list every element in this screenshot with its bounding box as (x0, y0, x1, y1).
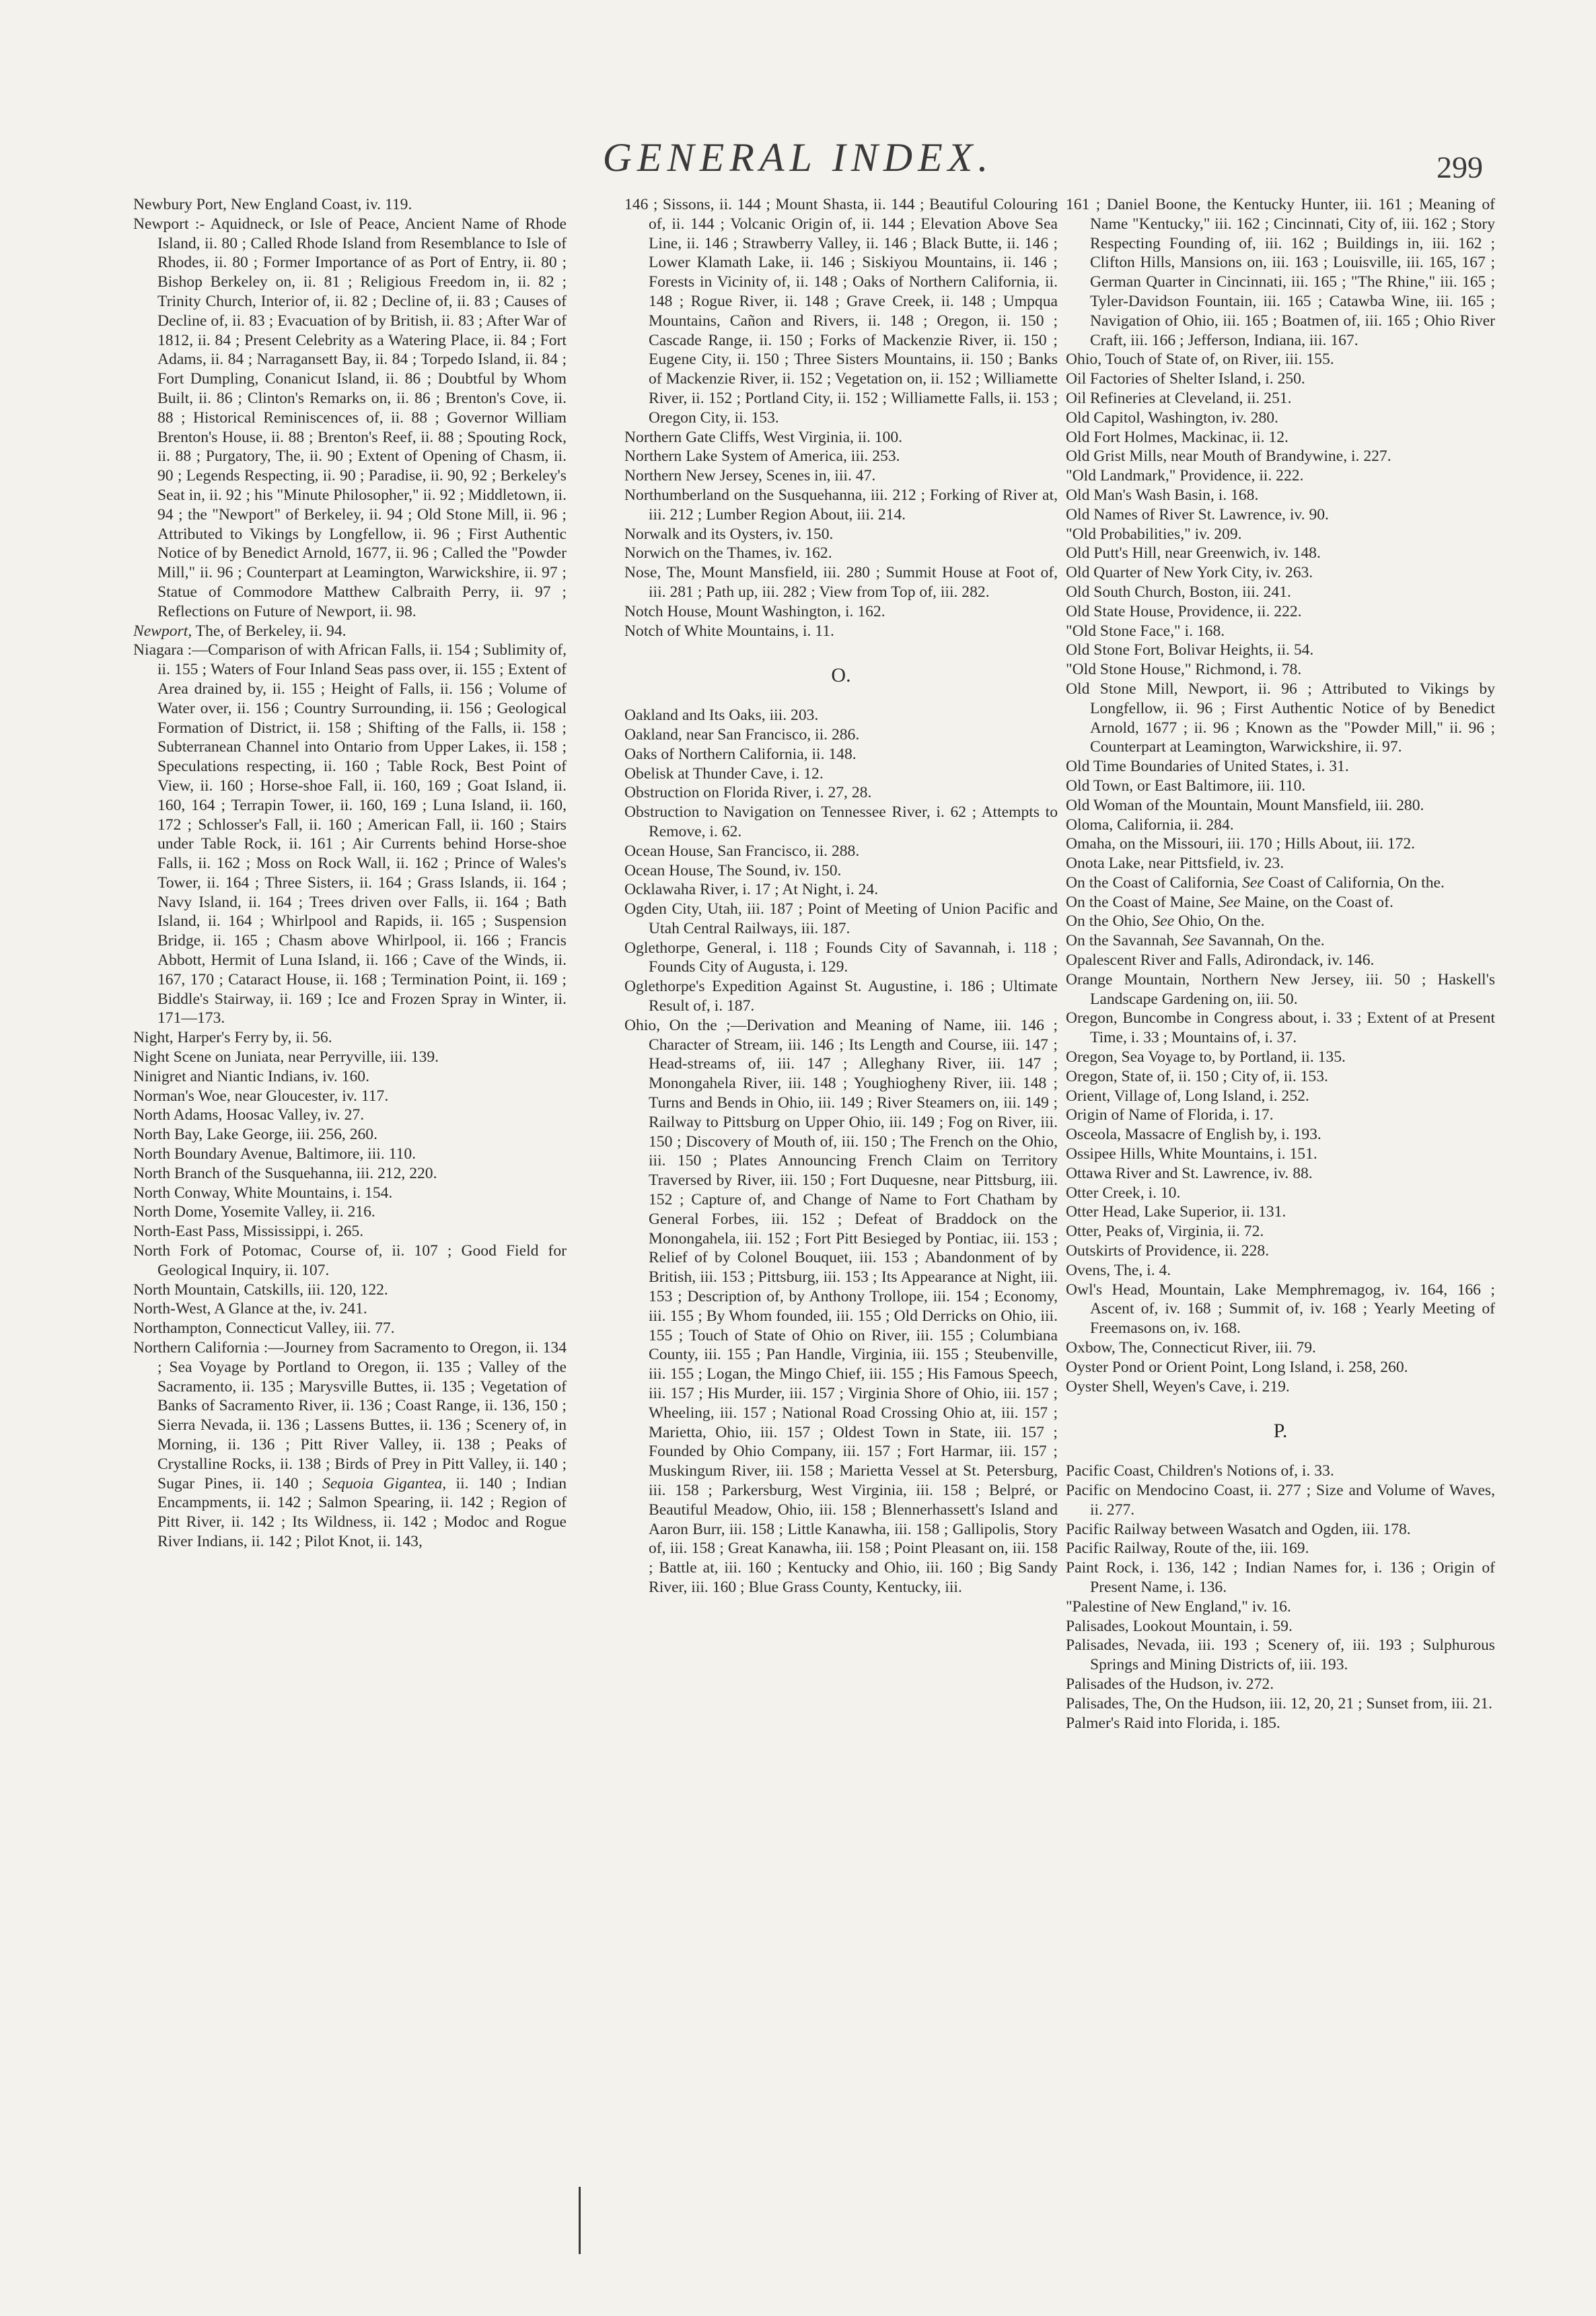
index-entry (1066, 350, 1495, 369)
index-entry-text: Oakland, near San Francisco, ii. 286. (624, 725, 860, 744)
index-entry (624, 544, 1058, 563)
index-entry-text: Old Town, or East Baltimore, iii. 110. (1066, 776, 1306, 795)
index-entry-text: Ohio, On the. (1174, 912, 1265, 931)
index-entry-text: Old Capitol, Washington, iv. 280. (1066, 408, 1278, 427)
index-entry (1066, 1048, 1495, 1067)
index-entry-text: Oregon, Sea Voyage to, by Portland, ii. 135. (1066, 1048, 1346, 1066)
index-entry-text: North-East Pass, Mississippi, i. 265. (133, 1223, 364, 1241)
index-entry-text: Northumberland on the Susquehanna, iii. 212 ; Forking of River at, iii. 212 ; Lumber Region About, iii. 214. (624, 486, 1058, 523)
index-entry-text: On the Savannah, (1066, 932, 1182, 950)
index-entry (1066, 1184, 1495, 1203)
index-entry-text: Notch House, Mount Washington, i. 162. (624, 602, 885, 620)
index-entry-text: Northern New Jersey, Scenes in, iii. 47. (624, 467, 876, 485)
index-entry (624, 602, 1058, 622)
index-entry (1066, 1164, 1495, 1184)
index-entry-text: Obelisk at Thunder Cave, i. 12. (624, 764, 824, 783)
index-entry-text: Old Man's Wash Basin, i. 168. (1066, 486, 1259, 504)
index-entry (133, 1145, 567, 1164)
index-entry-text: "Old Landmark," Providence, ii. 222. (1066, 467, 1304, 485)
index-entry (624, 900, 1058, 939)
index-entry (1066, 1202, 1495, 1222)
index-entry-text: Maine, on the Coast of. (1240, 893, 1393, 911)
index-entry (133, 1184, 567, 1203)
index-entry-text: North Bay, Lake George, iii. 256, 260. (133, 1126, 378, 1144)
index-entry (1066, 195, 1495, 350)
index-entry-text: ii. 140 ; Indian Encampments, ii. 142 ; Salmon Spearing, ii. 142 ; Region of Pitt River, ii. 142 ; Its Wildness, ii. 142 ; Modoc and Rogue River Indians, ii. 142 ; Pilot Knot, ii. 143, (157, 1474, 567, 1550)
index-entry-text: Savannah, On the. (1204, 932, 1325, 950)
index-entry-text: Newbury Port, New England Coast, iv. 119. (133, 196, 412, 213)
index-entry (624, 783, 1058, 803)
index-entry (1066, 951, 1495, 970)
index-entry-text: Otter Creek, i. 10. (1066, 1184, 1181, 1202)
index-entry-text: North Conway, White Mountains, i. 154. (133, 1184, 393, 1202)
index-entry-text: Otter, Peaks of, Virginia, ii. 72. (1066, 1223, 1264, 1241)
index-entry-text: Opalescent River and Falls, Adirondack, iv. 146. (1066, 951, 1375, 970)
index-column-1 (133, 195, 567, 1552)
index-entry-italic: See (1182, 932, 1204, 950)
index-entry (1066, 486, 1495, 505)
index-entry-text: Pacific Coast, Children's Notions of, i. 33. (1066, 1462, 1334, 1480)
index-entry (624, 466, 1058, 486)
index-entry (624, 195, 1058, 428)
index-entry-text: Oil Factories of Shelter Island, i. 250. (1066, 370, 1305, 388)
index-entry-text: Coast of California, On the. (1264, 873, 1445, 892)
index-entry-text: On the Ohio, (1066, 912, 1153, 931)
index-entry-text: Oyster Pond or Orient Point, Long Island, i. 258, 260. (1066, 1358, 1408, 1376)
index-entry (1066, 583, 1495, 602)
index-entry-italic: Newport, (133, 622, 192, 640)
index-entry-text: "Palestine of New England," iv. 16. (1066, 1597, 1291, 1616)
index-entry (1066, 447, 1495, 466)
index-entry-text: Oglethorpe, General, i. 118 ; Founds City of Savannah, i. 118 ; Founds City of Augusta, i. 129. (624, 939, 1058, 976)
index-entry-text: Ohio, Touch of State of, on River, iii. 155. (1066, 351, 1334, 369)
index-entry (1066, 602, 1495, 622)
index-entry (624, 525, 1058, 544)
index-entry (1066, 641, 1495, 660)
index-entry (1066, 369, 1495, 389)
index-entry-text: Ocklawaha River, i. 17 ; At Night, i. 24. (624, 881, 879, 899)
index-entry (1066, 1636, 1495, 1675)
index-entry-text: Palisades, Nevada, iii. 193 ; Scenery of, iii. 193 ; Sulphurous Springs and Mining Districts of, iii. 193. (1066, 1636, 1495, 1674)
index-entry-text: Orange Mountain, Northern New Jersey, iii. 50 ; Haskell's Landscape Gardening on, iii. 50. (1066, 970, 1495, 1008)
index-entry-text: Oxbow, The, Connecticut River, iii. 79. (1066, 1339, 1316, 1357)
index-entry (624, 880, 1058, 900)
index-entry-text: Pacific on Mendocino Coast, ii. 277 ; Size and Volume of Waves, ii. 277. (1066, 1482, 1495, 1519)
index-entry-text: On the Coast of California, (1066, 873, 1243, 892)
index-entry-text: North-West, A Glance at the, iv. 241. (133, 1300, 367, 1318)
index-entry-text: 146 ; Sissons, ii. 144 ; Mount Shasta, ii. 144 ; Beautiful Colouring of, ii. 144 ; Volcanic Origin of, ii. 144 ; Elevation Above Sea Line, ii. 146 ; Strawberry Valley, ii. 146 ; Black Butte, ii. 146 ; Lower Klamath Lake, ii. 146 ; Siskiyou Mountains, ii. 146 ; Forests in Vicinity of, ii. 148 ; Oaks of Northern California, ii. 148 ; Rogue River, ii. 148 ; Grave Creek, ii. 148 ; Umpqua Mountains, Cañon and Rivers, ii. 148 ; Oregon, ii. 150 ; Cascade Range, ii. 150 ; Forks of Mackenzie River, ii. 150 ; Eugene City, ii. 150 ; Three Sisters Mountains, ii. 150 ; Banks of Mackenzie River, ii. 152 ; Vegetation on, ii. 152 ; Williamette River, ii. 152 ; Portland City, ii. 152 ; Williamette Falls, ii. 153 ; Oregon City, ii. 153. (624, 196, 1058, 427)
index-entry (133, 1222, 567, 1241)
index-entry-text: Norwich on the Thames, iv. 162. (624, 544, 832, 563)
index-entry (1066, 1558, 1495, 1597)
index-entry-text: Ocean House, The Sound, iv. 150. (624, 861, 842, 879)
index-entry (624, 803, 1058, 842)
index-entry (1066, 1241, 1495, 1261)
index-entry-text: Ninigret and Niantic Indians, iv. 160. (133, 1067, 369, 1085)
index-entry-text: Oakland and Its Oaks, iii. 203. (624, 707, 819, 725)
index-column-2 (624, 195, 1058, 1597)
index-entry-text: "Old Probabilities," iv. 209. (1066, 525, 1242, 543)
index-entry-text: Oil Refineries at Cleveland, ii. 251. (1066, 389, 1292, 407)
index-entry (1066, 1377, 1495, 1397)
index-entry (1066, 970, 1495, 1009)
index-entry-text: Ossipee Hills, White Mountains, i. 151. (1066, 1145, 1317, 1163)
index-entry (1066, 505, 1495, 525)
index-entry (1066, 1261, 1495, 1280)
index-entry-text: Outskirts of Providence, ii. 228. (1066, 1242, 1270, 1260)
index-entry-text: Old Time Boundaries of United States, i. 31. (1066, 758, 1349, 776)
index-entry (1066, 1481, 1495, 1520)
index-entry (1066, 1675, 1495, 1694)
index-letter-heading: O. (831, 664, 851, 687)
index-entry-text: Old Stone Mill, Newport, ii. 96 ; Attributed to Vikings by Longfellow, ii. 96 ; First Authentic Notice of by Benedict Arnold, 1677 ; ii. 96 ; Known as the "Powder Mill," ii. 96 ; Counterpart at Leamington, Warwickshire, ii. 97. (1066, 680, 1495, 756)
index-entry-italic: Sequoia Gigantea, (322, 1474, 447, 1492)
index-entry-text: Oaks of Northern California, ii. 148. (624, 745, 857, 763)
index-entry-text: Pacific Railway, Route of the, iii. 169. (1066, 1540, 1309, 1558)
index-entry (624, 939, 1058, 978)
index-entry-text: Osceola, Massacre of English by, i. 193. (1066, 1126, 1321, 1144)
index-entry (1066, 428, 1495, 447)
index-entry-text: Norman's Woe, near Gloucester, iv. 117. (133, 1087, 389, 1105)
index-entry (624, 725, 1058, 745)
index-entry-text: North Branch of the Susquehanna, iii. 212, 220. (133, 1164, 437, 1182)
index-entry (1066, 1358, 1495, 1377)
index-entry (1066, 466, 1495, 486)
index-entry-text: Obstruction on Florida River, i. 27, 28. (624, 784, 872, 802)
index-entry-text: Old South Church, Boston, iii. 241. (1066, 583, 1291, 601)
index-entry (624, 563, 1058, 602)
index-entry-text: Oregon, State of, ii. 150 ; City of, ii. 153. (1066, 1067, 1328, 1085)
index-entry-text: Old Names of River St. Lawrence, iv. 90. (1066, 505, 1329, 523)
index-entry (1066, 544, 1495, 563)
index-entry-text: Niagara :—Comparison of with African Falls, ii. 154 ; Sublimity of, ii. 155 ; Waters of Four Inland Seas pass over, ii. 155 ; Extent of Area drained by, ii. 155 ; Height of Falls, ii. 156 ; Volume of Water over, ii. 156 ; Country Surrounding, ii. 156 ; Geological Formation of District, ii. 158 ; Shifting of the Falls, ii. 158 ; Subterranean Channel into Ontario from Upper Lakes, ii. 158 ; Speculations respecting, ii. 160 ; Table Rock, Best Point of View, ii. 160 ; Horse-shoe Fall, ii. 160, 169 ; Goat Island, ii. 160, 164 ; Terrapin Tower, ii. 160, 169 ; Luna Island, ii. 160, 172 ; Schlosser's Fall, ii. 160 ; American Fall, ii. 160 ; Stairs under Table Rock, ii. 161 ; Air Currents behind Horse-shoe Falls, ii. 162 ; Moss on Rock Wall, ii. 162 ; Prince of Wales's Tower, ii. 164 ; Three Sisters, ii. 164 ; Grass Islands, ii. 164 ; Navy Island, ii. 164 ; Trees driven over Falls, ii. 164 ; Bath Island, ii. 164 ; Whirlpool and Rapids, ii. 165 ; Suspension Bridge, ii. 165 ; Chasm above Whirlpool, ii. 166 ; Francis Abbott, Hermit of Luna Island, ii. 166 ; Cave of the Winds, ii. 167, 170 ; Cataract House, ii. 168 ; Termination Point, ii. 169 ; Biddle's Stairway, ii. 169 ; Ice and Frozen Spray in Winter, ii. 171—173. (133, 641, 567, 1027)
index-entry (1066, 563, 1495, 583)
index-entry-italic: See (1218, 893, 1241, 911)
index-entry (1066, 1597, 1495, 1617)
index-entry (133, 1087, 567, 1106)
index-entry-text: Owl's Head, Mountain, Lake Memphremagog, iv. 164, 166 ; Ascent of, iv. 168 ; Summit of, iv. 168 ; Yearly Meeting of Freemasons on, iv. 168. (1066, 1280, 1495, 1338)
index-entry (1066, 1222, 1495, 1241)
index-entry (1066, 1461, 1495, 1481)
index-entry-text: "Old Stone Face," i. 168. (1066, 622, 1225, 640)
page-number: 299 (1437, 150, 1483, 184)
index-entry (624, 745, 1058, 764)
index-entry-text: Night Scene on Juniata, near Perryville, iii. 139. (133, 1048, 439, 1066)
index-entry (624, 861, 1058, 881)
index-entry-text: Oglethorpe's Expedition Against St. Augustine, i. 186 ; Ultimate Result of, i. 187. (624, 978, 1058, 1015)
index-entry-text: Ocean House, San Francisco, ii. 288. (624, 842, 860, 860)
index-entry-text: Old Woman of the Mountain, Mount Mansfield, iii. 280. (1066, 796, 1424, 814)
index-entry (1066, 1009, 1495, 1048)
index-entry-text: Palisades, The, On the Hudson, iii. 12, 20, 21 ; Sunset from, iii. 21. (1066, 1694, 1492, 1712)
index-entry-text: Palisades of the Hudson, iv. 272. (1066, 1675, 1274, 1693)
index-entry-text: Paint Rock, i. 136, 142 ; Indian Names for, i. 136 ; Origin of Present Name, i. 136. (1066, 1559, 1495, 1596)
index-entry (1066, 389, 1495, 408)
index-entry (133, 1125, 567, 1145)
index-entry (1066, 796, 1495, 816)
index-entry-text: Palmer's Raid into Florida, i. 185. (1066, 1714, 1280, 1732)
index-entry (1066, 893, 1495, 912)
index-column-3 (1066, 195, 1495, 1733)
index-entry-text: Ohio, On the ;—Derivation and Meaning of Name, iii. 146 ; Character of Stream, iii. 146 ; Its Length and Course, iii. 147 ; Head-streams of, iii. 147 ; Alleghany River, iii. 147 ; Monongahela River, iii. 148 ; Youghiogheny River, iii. 148 ; Turns and Bends in Ohio, iii. 149 ; River Steamers on, iii. 149 ; Railway to Pittsburg on Upper Ohio, iii. 149 ; Fog on River, iii. 150 ; Discovery of Mouth of, iii. 150 ; The French on the Ohio, iii. 150 ; Plates Announcing French Claim on Territory Traversed by River, iii. 150 ; Fort Duquesne, near Pittsburg, iii. 152 ; Capture of, and Change of Name to Fort Chatham by General Forbes, iii. 152 ; Defeat of Braddock on the Monongahela, iii. 152 ; Fort Pitt Besieged by Pontiac, iii. 153 ; Relief of by Colonel Bouquet, iii. 153 ; Abandonment of by British, iii. 153 ; Pittsburg, iii. 153 ; Its Appearance at Night, iii. 153 ; Description of, by Anthony Trollope, iii. 154 ; Economy, iii. 155 ; By Whom founded, iii. 155 ; Old Derricks on Ohio, iii. 155 ; Touch of State of Ohio on River, iii. 155 ; Columbiana County, iii. 155 ; Pan Handle, Virginia, iii. 155 ; Steubenville, iii. 155 ; Logan, the Mingo Chief, iii. 155 ; His Famous Speech, iii. 157 ; His Murder, iii. 157 ; Virginia Shore of Ohio, iii. 157 ; Wheeling, iii. 157 ; National Road Crossing Ohio at, iii. 157 ; Marietta, Ohio, iii. 157 ; Oldest Town in State, iii. 157 ; Founded by Ohio Company, iii. 157 ; Fort Harmar, iii. 157 ; Muskingum River, iii. 158 ; Marietta Vessel at St. Petersburg, iii. 158 ; Parkersburg, West Virginia, iii. 158 ; Belpré, or Beautiful Meadow, Ohio, iii. 158 ; Blennerhassett's Island and Aaron Burr, iii. 158 ; Little Kanawha, iii. 158 ; Gallipolis, Story of, iii. 158 ; Great Kanawha, iii. 158 ; Point Pleasant on, iii. 158 ; Battle at, iii. 160 ; Kentucky and Ohio, iii. 160 ; Big Sandy River, iii. 160 ; Blue Grass County, Kentucky, iii. (624, 1016, 1058, 1596)
index-entry (624, 977, 1058, 1016)
index-entry-text: Northern Lake System of America, iii. 253. (624, 447, 900, 466)
index-entry (1066, 622, 1495, 641)
index-entry (133, 1241, 567, 1280)
index-entry-text: Onota Lake, near Pittsfield, iv. 23. (1066, 855, 1284, 873)
index-letter-heading: P. (1273, 1420, 1288, 1443)
index-entry (1066, 1520, 1495, 1540)
index-entry (1066, 660, 1495, 680)
index-entry-text: Old State House, Providence, ii. 222. (1066, 602, 1302, 620)
index-entry-text: Norwalk and its Oysters, iv. 150. (624, 525, 834, 543)
index-entry-text: Origin of Name of Florida, i. 17. (1066, 1106, 1274, 1124)
index-entry-text: Otter Head, Lake Superior, ii. 131. (1066, 1203, 1286, 1221)
index-entry (133, 1028, 567, 1048)
index-entry (133, 1280, 567, 1300)
index-entry (624, 764, 1058, 784)
index-entry (133, 1202, 567, 1222)
index-entry (133, 1106, 567, 1125)
index-entry-text: Old Fort Holmes, Mackinac, ii. 12. (1066, 428, 1289, 446)
index-entry-text: Orient, Village of, Long Island, i. 252. (1066, 1087, 1309, 1105)
index-entry-text: The, of Berkeley, ii. 94. (192, 622, 347, 640)
index-entry-text: Omaha, on the Missouri, iii. 170 ; Hills About, iii. 172. (1066, 835, 1416, 853)
index-entry (1066, 1338, 1495, 1358)
index-entry (1066, 816, 1495, 835)
index-entry-text: Oregon, Buncombe in Congress about, i. 33 ; Extent of at Present Time, i. 33 ; Mountains of, i. 37. (1066, 1009, 1495, 1047)
index-entry-text: Notch of White Mountains, i. 11. (624, 622, 834, 640)
index-entry-text: "Old Stone House," Richmond, i. 78. (1066, 661, 1302, 679)
index-entry (133, 195, 567, 215)
index-entry-text: Old Quarter of New York City, iv. 263. (1066, 564, 1313, 582)
index-entry (1066, 1280, 1495, 1338)
index-entry-text: Northern California :—Journey from Sacramento to Oregon, ii. 134 ; Sea Voyage by Portland to Oregon, ii. 135 ; Valley of the Sacramento, ii. 135 ; Marysville Buttes, ii. 135 ; Vegetation of Banks of Sacramento River, ii. 136 ; Coast Range, ii. 136, 150 ; Sierra Nevada, ii. 136 ; Lassens Buttes, ii. 136 ; Scenery of, in Morning, ii. 136 ; Pitt River Valley, ii. 138 ; Peaks of Crystalline Rocks, ii. 138 ; Birds of Prey in Pitt Valley, ii. 140 ; Sugar Pines, ii. 140 ; (133, 1339, 567, 1492)
running-head: GENERAL INDEX. (602, 135, 994, 180)
index-entry (1066, 1714, 1495, 1733)
index-entry (1066, 1617, 1495, 1636)
index-entry-text: North Fork of Potomac, Course of, ii. 107 ; Good Field for Geological Inquiry, ii. 107. (133, 1242, 567, 1279)
index-entry-text: Ogden City, Utah, iii. 187 ; Point of Meeting of Union Pacific and Utah Central Railways, iii. 187. (624, 900, 1058, 937)
index-entry (1066, 776, 1495, 796)
column-rule-mark (579, 2187, 581, 2254)
index-entry-text: Northern Gate Cliffs, West Virginia, ii. 100. (624, 428, 903, 446)
index-entry-text: Oyster Shell, Weyen's Cave, i. 219. (1066, 1377, 1290, 1396)
index-entry (133, 1338, 567, 1552)
index-entry (1066, 873, 1495, 893)
index-entry (624, 1016, 1058, 1597)
index-entry-text: North Adams, Hoosac Valley, iv. 27. (133, 1106, 365, 1124)
index-entry (1066, 525, 1495, 544)
index-entry-text: Ottawa River and St. Lawrence, iv. 88. (1066, 1164, 1313, 1182)
index-entry (624, 842, 1058, 861)
index-entry (1066, 1145, 1495, 1164)
index-entry-text: Pacific Railway between Wasatch and Ogden, iii. 178. (1066, 1520, 1411, 1538)
index-entry-text: Night, Harper's Ferry by, ii. 56. (133, 1029, 332, 1047)
index-entry-text: Old Putt's Hill, near Greenwich, iv. 148. (1066, 544, 1321, 563)
index-entry (133, 215, 567, 622)
index-entry-text: North Dome, Yosemite Valley, ii. 216. (133, 1203, 375, 1221)
index-entry (1066, 931, 1495, 951)
index-entry-text: Palisades, Lookout Mountain, i. 59. (1066, 1617, 1293, 1635)
index-entry-text: North Mountain, Catskills, iii. 120, 122. (133, 1280, 388, 1299)
index-entry (133, 622, 567, 641)
index-entry-text: Obstruction to Navigation on Tennessee River, i. 62 ; Attempts to Remove, i. 62. (624, 803, 1058, 840)
index-entry (1066, 1067, 1495, 1087)
index-entry (1066, 1694, 1495, 1714)
index-entry (133, 1164, 567, 1184)
index-entry-text: Old Grist Mills, near Mouth of Brandywine, i. 227. (1066, 447, 1391, 466)
index-entry (133, 641, 567, 1028)
index-entry (1066, 854, 1495, 873)
index-entry-text: Northampton, Connecticut Valley, iii. 77. (133, 1319, 395, 1338)
index-entry (624, 706, 1058, 725)
index-entry-text: North Boundary Avenue, Baltimore, iii. 110. (133, 1145, 416, 1163)
index-entry-text: Old Stone Fort, Bolivar Heights, ii. 54. (1066, 641, 1314, 659)
index-entry (1066, 1539, 1495, 1558)
index-entry-text: Newport :- Aquidneck, or Isle of Peace, Ancient Name of Rhode Island, ii. 80 ; Called Rhode Island from Resemblance to Isle of Rhodes, ii. 80 ; Former Importance of as Port of Entry, ii. 80 ; Bishop Berkeley on, ii. 81 ; Religious Freedom in, ii. 82 ; Trinity Church, Interior of, ii. 82 ; Decline of, ii. 83 ; Causes of Decline of, ii. 83 ; Evacuation of by British, ii. 83 ; After War of 1812, ii. 84 ; Present Celebrity as a Watering Place, ii. 84 ; Fort Adams, ii. 84 ; Narragansett Bay, ii. 84 ; Torpedo Island, ii. 84 ; Fort Dumpling, Conanicut Island, ii. 86 ; Doubtful by Whom Built, ii. 86 ; Clinton's Remarks on, ii. 86 ; Brenton's Cove, ii. 88 ; Historical Reminiscences of, ii. 88 ; Governor William Brenton's House, ii. 88 ; Brenton's Reef, ii. 88 ; Spouting Rock, ii. 88 ; Purgatory, The, ii. 90 ; Extent of Opening of Chasm, ii. 90 ; Legends Respecting, ii. 90 ; Paradise, ii. 90, 92 ; Berkeley's Seat in, ii. 92 ; his "Minute Philosopher," ii. 92 ; Middletown, ii. 94 ; the "Newport" of Berkeley, ii. 94 ; Old Stone Mill, ii. 96 ; Attributed to Vikings by Longfellow, ii. 96 ; First Authentic Notice of by Benedict Arnold, 1677, ii. 96 ; Called the "Powder Mill," ii. 96 ; Counterpart at Leamington, Warwickshire, ii. 97 ; Statue of Commodore Matthew Calbraith Perry, ii. 97 ; Reflections on Future of Newport, ii. 98. (133, 215, 567, 620)
index-entry-italic: See (1152, 912, 1175, 931)
index-entry (1066, 912, 1495, 931)
index-entry (133, 1048, 567, 1067)
index-entry (624, 428, 1058, 447)
index-entry (1066, 680, 1495, 757)
index-entry (1066, 1087, 1495, 1106)
index-entry (1066, 834, 1495, 854)
index-entry-text: Nose, The, Mount Mansfield, iii. 280 ; Summit House at Foot of, iii. 281 ; Path up, iii. 282 ; View from Top of, iii. 282. (624, 564, 1058, 601)
index-entry (1066, 408, 1495, 428)
index-entry (133, 1319, 567, 1338)
index-entry (133, 1299, 567, 1319)
index-entry-text: On the Coast of Maine, (1066, 893, 1219, 911)
index-entry (133, 1067, 567, 1087)
index-entry (1066, 1106, 1495, 1125)
index-entry-italic: See (1242, 873, 1264, 892)
index-entry (1066, 1125, 1495, 1145)
index-entry-text: Ovens, The, i. 4. (1066, 1261, 1171, 1279)
index-entry (624, 622, 1058, 641)
index-entry (624, 447, 1058, 466)
index-entry (1066, 757, 1495, 776)
index-entry-text: 161 ; Daniel Boone, the Kentucky Hunter, iii. 161 ; Meaning of Name "Kentucky," iii. 162 ; Cincinnati, City of, iii. 162 ; Story Respecting Founding of, iii. 162 ; Buildings in, iii. 162 ; Clifton Hills, Mansions on, iii. 163 ; Louisville, iii. 165, 167 ; German Quarter in Cincinnati, iii. 165 ; "The Rhine," iii. 165 ; Tyler-Davidson Fountain, iii. 165 ; Catawba Wine, iii. 165 ; Navigation of Ohio, iii. 165 ; Boatmen of, iii. 165 ; Ohio River Craft, iii. 166 ; Jefferson, Indiana, iii. 167. (1066, 196, 1495, 349)
index-entry-text: Oloma, California, ii. 284. (1066, 816, 1234, 834)
index-entry (624, 486, 1058, 525)
